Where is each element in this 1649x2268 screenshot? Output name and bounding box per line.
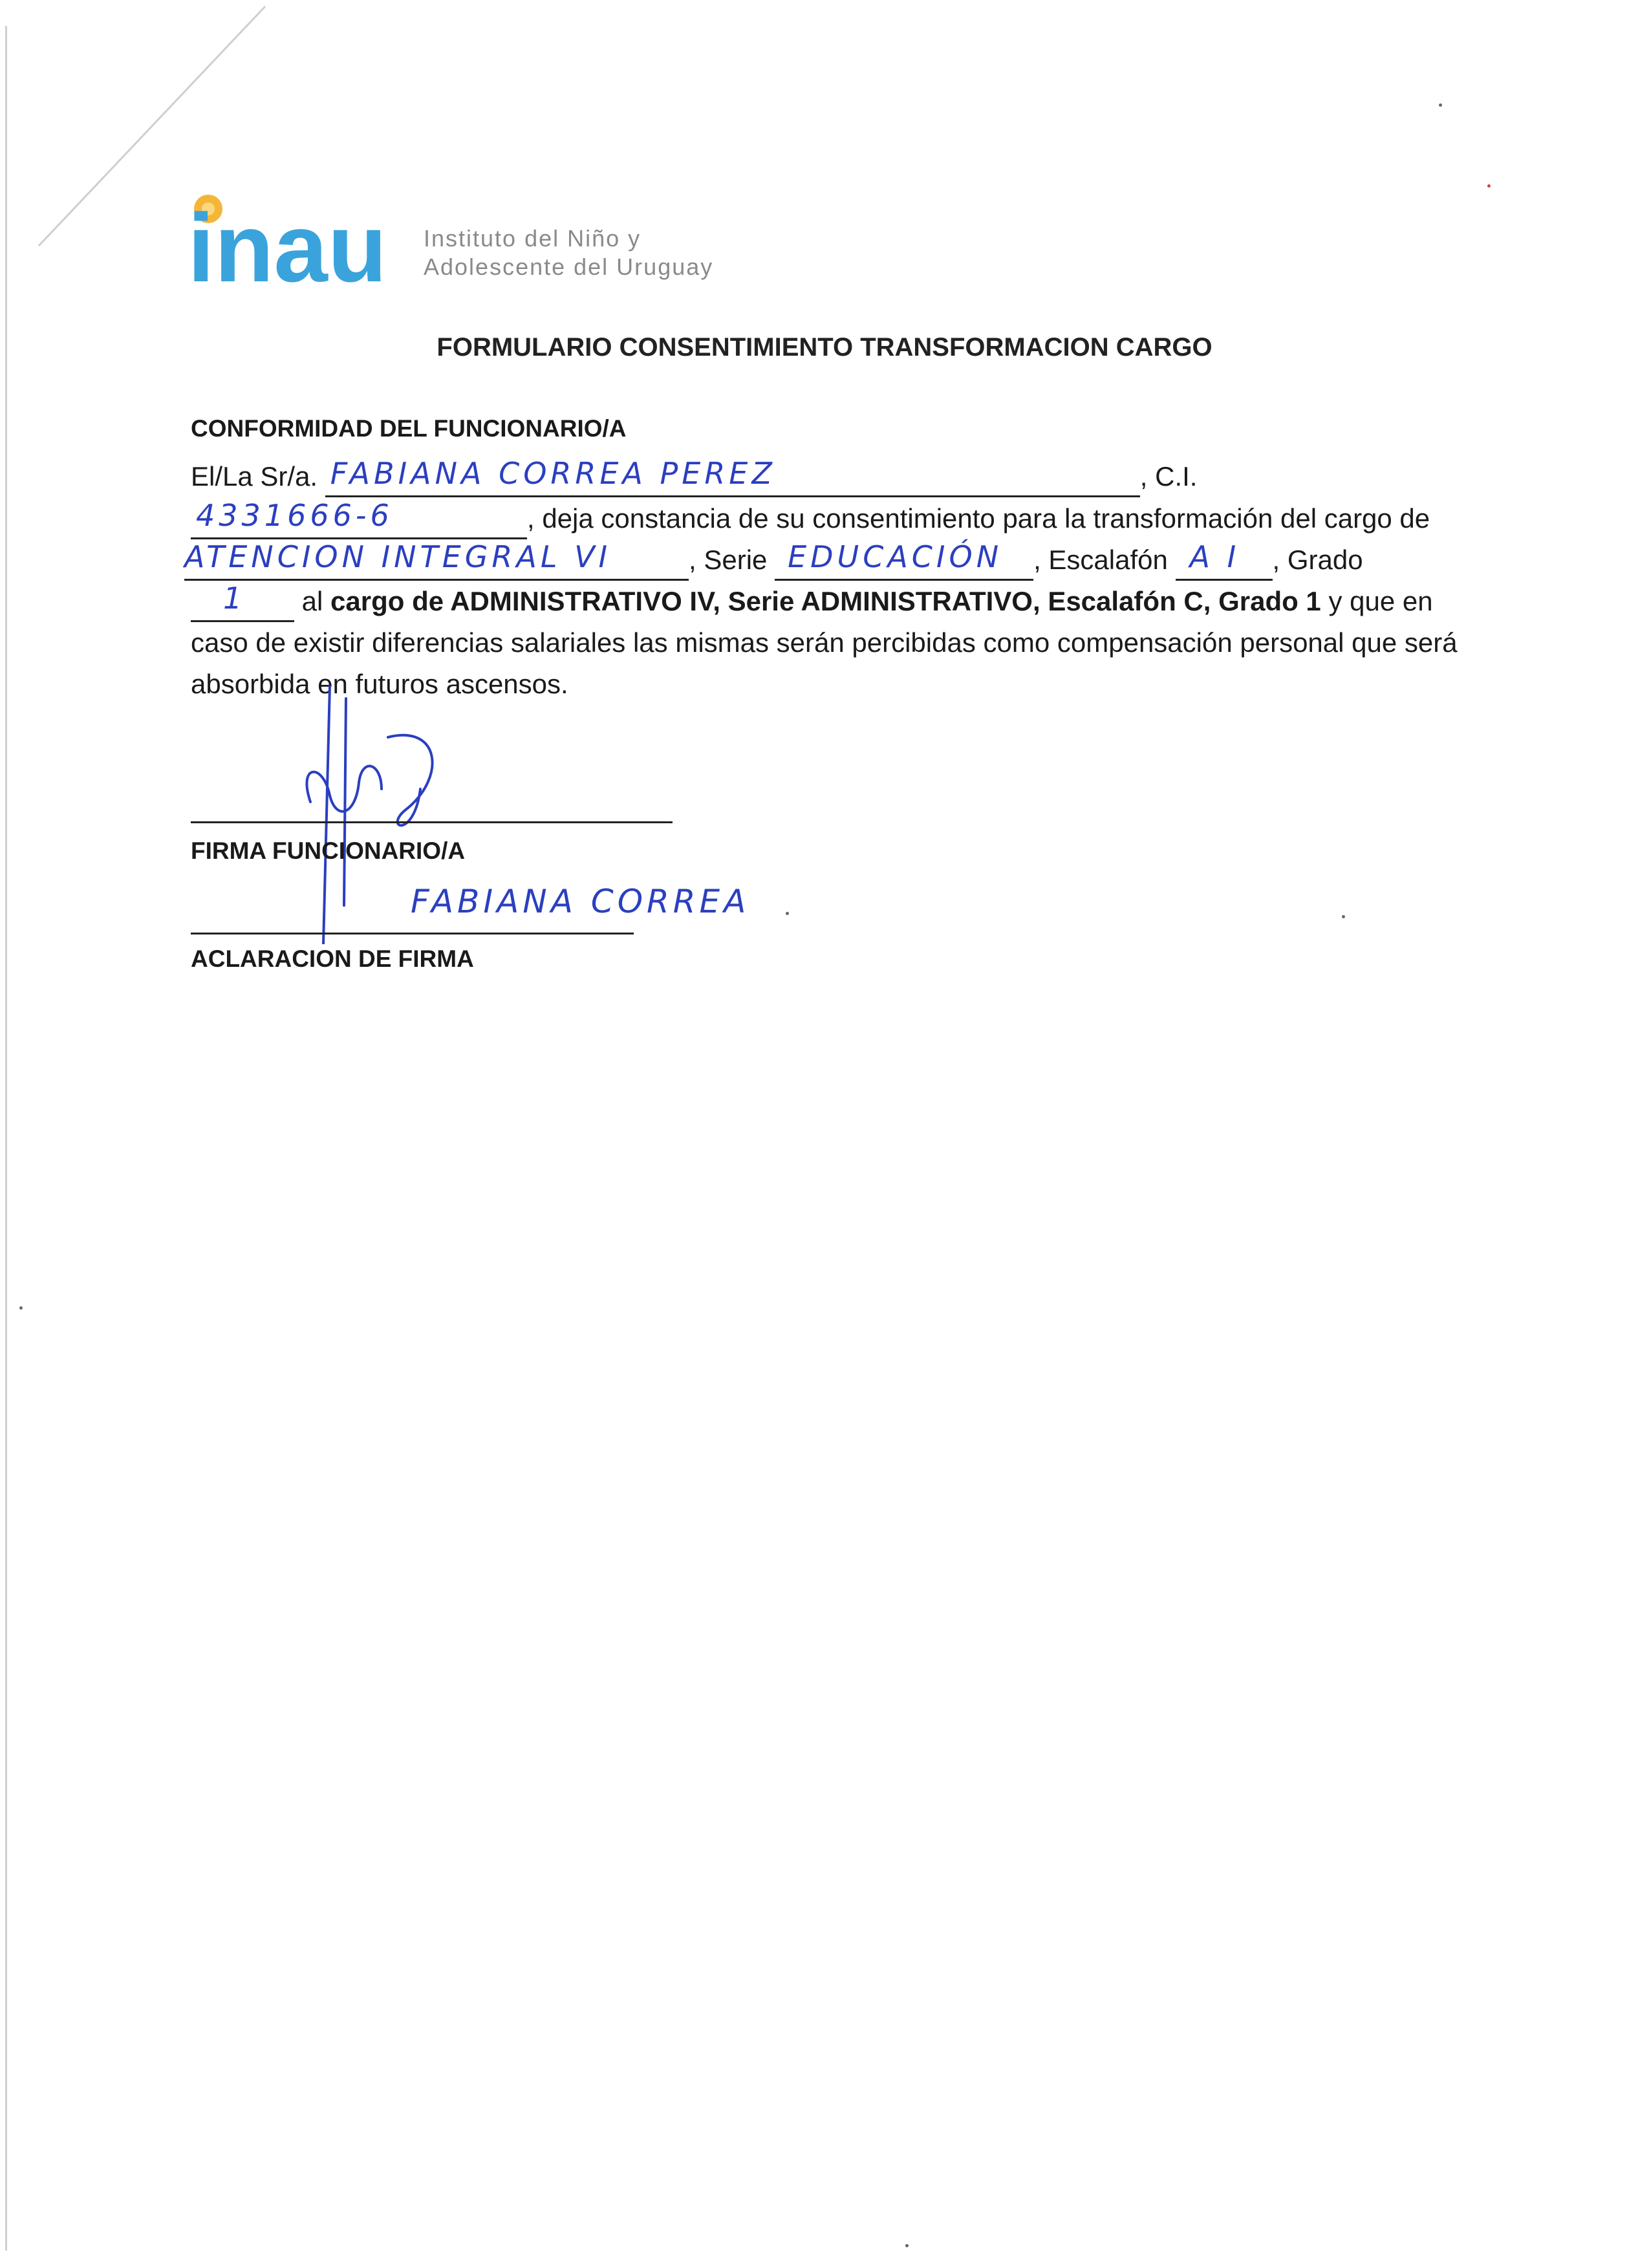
signature-line[interactable] [191,821,673,823]
scan-speck [1342,915,1345,918]
handwritten-cargo: ATENCION INTEGRAL VI [184,539,612,574]
scan-speck [1439,103,1442,107]
aclaracion-line[interactable] [191,933,634,934]
label-ci: , C.I. [1139,461,1198,491]
logo-name-line2: Adolescente del Uruguay [424,254,714,280]
handwritten-serie: EDUCACIÓN [788,539,1003,574]
scan-speck [1487,184,1491,188]
scan-speck [19,1306,23,1310]
form-line-name [191,456,1197,497]
form-line-ci [191,498,1430,539]
logo-name-line1: Instituto del Niño y [424,225,641,252]
text-new-cargo: cargo de ADMINISTRATIVO IV, Serie ADMINISTRATIVO, Escalafón C, Grado 1 [330,586,1321,616]
page-title: FORMULARIO CONSENTIMIENTO TRANSFORMACION CARGO [436,333,1212,362]
label-firma: FIRMA FUNCIONARIO/A [191,837,466,864]
label-name: El/La Sr/a. [191,461,318,491]
handwritten-ci: 4331666-6 [196,498,393,533]
field-escalafon[interactable] [1176,539,1273,581]
scan-speck [786,912,789,915]
field-serie[interactable] [775,539,1033,581]
field-name[interactable] [325,456,1140,497]
handwritten-aclaracion: FABIANA CORREA [411,883,750,920]
label-serie: , Serie [689,545,768,575]
handwritten-grado: 1 [223,581,246,616]
text-al: al [301,586,323,616]
field-cargo[interactable] [184,539,689,581]
inau-logo [188,184,770,294]
handwritten-escalafon: A I [1189,539,1240,574]
label-aclaracion: ACLARACION DE FIRMA [191,945,474,972]
svg-text:inau: inau [188,193,387,294]
label-escalafon: , Escalafón [1033,545,1168,575]
label-grado: , Grado [1272,545,1363,575]
text-consent: , deja constancia de su consentimiento para la transformación del cargo de [527,503,1430,534]
field-grado[interactable] [191,581,294,622]
text-end: y que en caso de existir diferencias salariales las mismas serán percibidas como compensación personal que será absorbida en futuros ascensos. [191,586,1458,699]
section-heading: CONFORMIDAD DEL FUNCIONARIO/A [191,415,627,442]
inau-logo-wordmark [188,184,420,294]
form-line-cargo [184,539,1363,581]
handwritten-name: FABIANA CORREA PEREZ [330,456,776,491]
scan-speck [905,2244,909,2247]
field-ci[interactable] [191,498,527,539]
